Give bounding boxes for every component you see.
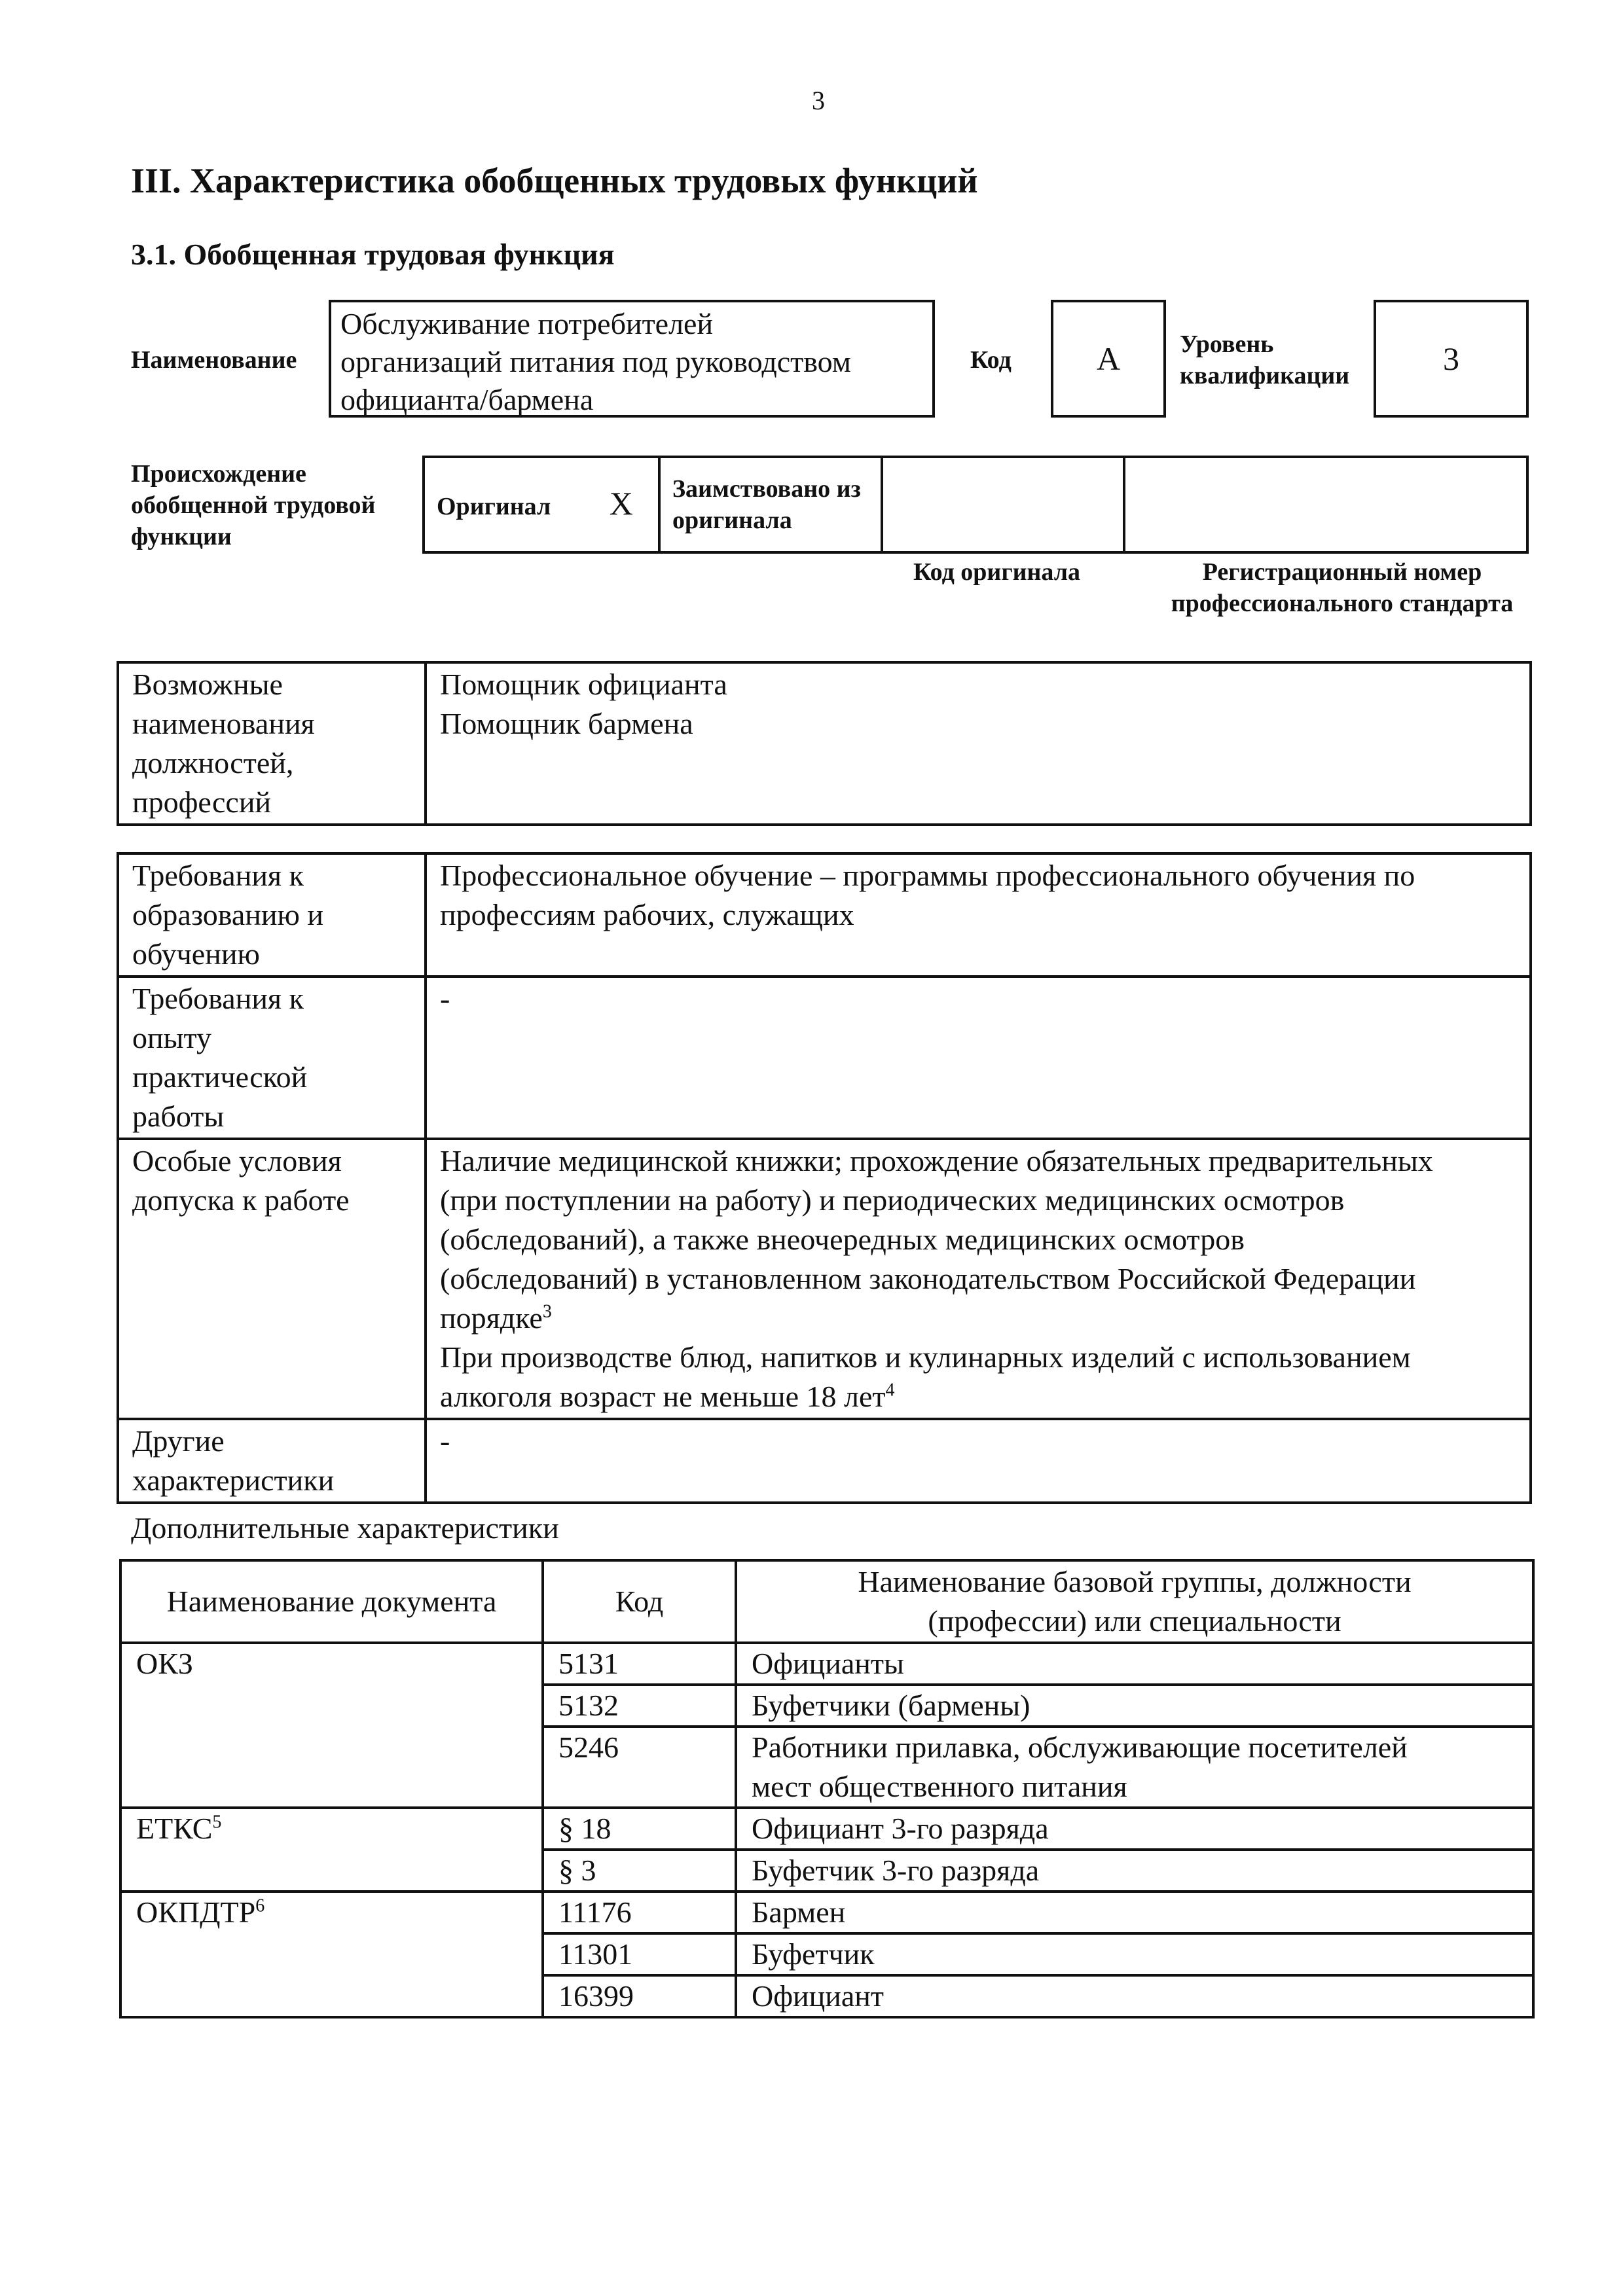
positions-label-line: Возможные — [132, 668, 283, 701]
code-value-box — [1051, 300, 1166, 418]
name-cell: Официант 3-го разряда — [736, 1808, 1533, 1850]
position-name: Помощник официанта — [440, 668, 727, 701]
education-label-line: обучению — [132, 937, 260, 971]
conditions-value-line: (обследований), а также внеочередных медицинских осмотров — [440, 1223, 1245, 1256]
education-label-line: Требования к — [132, 859, 304, 892]
borrowed-label-line: Заимствовано из — [672, 475, 861, 503]
additional-title: Дополнительные характеристики — [131, 1511, 559, 1545]
name-cell: Официант — [736, 1975, 1533, 2017]
function-name-line: Обслуживание потребителей — [340, 307, 714, 340]
name-cell — [736, 1727, 1533, 1808]
origin-label-line: обобщенной трудовой — [131, 492, 376, 519]
positions-label-line: профессий — [132, 785, 272, 819]
conditions-value-line — [440, 1377, 1516, 1416]
code-cell: 5132 — [543, 1685, 736, 1727]
education-label-cell — [118, 853, 426, 977]
doc-cell — [120, 1892, 543, 2017]
code-value: A — [1096, 340, 1121, 377]
reg-caption-line: Регистрационный номер — [1202, 558, 1482, 586]
code-cell: 11301 — [543, 1933, 736, 1975]
level-label-line: Уровень — [1180, 331, 1274, 358]
footnote-ref: 6 — [255, 1895, 265, 1916]
name-cell: Бармен — [736, 1892, 1533, 1933]
education-value-line: профессиям рабочих, служащих — [440, 898, 854, 931]
doc-name: ОКПДТР — [136, 1895, 256, 1929]
conditions-label-cell — [118, 1139, 426, 1419]
name-label: Наименование — [131, 346, 297, 374]
conditions-value-line — [440, 1299, 1516, 1338]
experience-label-line: Требования к — [132, 982, 304, 1015]
requirements-table — [117, 852, 1532, 1504]
other-label-cell — [118, 1419, 426, 1503]
additional-table — [119, 1559, 1535, 2018]
origin-reg-caption — [1139, 556, 1545, 619]
origin-original-cell — [424, 457, 659, 552]
footnote-ref: 3 — [542, 1301, 552, 1322]
footnote-ref: 5 — [212, 1812, 222, 1833]
positions-table — [117, 661, 1532, 826]
experience-label-cell — [118, 977, 426, 1139]
education-value-cell — [426, 853, 1531, 977]
name-cell: Буфетчики (бармены) — [736, 1685, 1533, 1727]
position-name: Помощник бармена — [440, 707, 693, 740]
other-label-line: характеристики — [132, 1463, 335, 1497]
conditions-value-line: При производстве блюд, напитков и кулинарных изделий с использованием — [440, 1340, 1411, 1374]
header-name-line: Наименование базовой группы, должности — [858, 1565, 1412, 1598]
doc-cell — [120, 1808, 543, 1892]
conditions-value-line: Наличие медицинской книжки; прохождение обязательных предварительных — [440, 1144, 1433, 1177]
reg-caption-line: профессионального стандарта — [1171, 590, 1514, 617]
education-label-line: образованию и — [132, 898, 323, 931]
header-name-line: (профессии) или специальности — [928, 1604, 1341, 1638]
original-mark: X — [609, 484, 633, 522]
doc-name: ОКЗ — [136, 1647, 193, 1680]
page-number: 3 — [812, 86, 825, 115]
name-line: мест общественного питания — [752, 1770, 1127, 1803]
section-title: III. Характеристика обобщенных трудовых функций — [131, 161, 978, 200]
level-value-box — [1374, 300, 1529, 418]
level-label-line: квалификации — [1180, 362, 1350, 389]
positions-value-cell — [426, 662, 1531, 825]
conditions-value-line: (обследований) в установленном законодательством Российской Федерации — [440, 1262, 1416, 1295]
experience-value-cell: - — [426, 977, 1531, 1139]
subsection-title: 3.1. Обобщенная трудовая функция — [131, 238, 615, 271]
positions-label-line: наименования — [132, 707, 315, 740]
name-cell: Буфетчик — [736, 1933, 1533, 1975]
borrowed-label-line: оригинала — [672, 507, 792, 534]
positions-label-line: должностей, — [132, 746, 294, 780]
doc-name: ЕТКС — [136, 1812, 213, 1845]
experience-label-line: опыту — [132, 1021, 212, 1054]
origin-borrowed-cell — [659, 457, 882, 552]
code-label: Код — [970, 346, 1012, 374]
origin-code-caption: Код оригинала — [913, 558, 1081, 586]
level-label — [1180, 329, 1349, 391]
header-doc: Наименование документа — [120, 1560, 543, 1643]
positions-label-cell — [118, 662, 426, 825]
function-name-box — [329, 300, 935, 418]
origin-label-line: Происхождение — [131, 460, 306, 488]
header-code: Код — [543, 1560, 736, 1643]
experience-label-line: работы — [132, 1100, 225, 1133]
conditions-label-line: Особые условия — [132, 1144, 342, 1177]
level-value: 3 — [1443, 340, 1459, 377]
conditions-value-cell — [426, 1139, 1531, 1419]
original-label: Оригинал — [437, 492, 551, 520]
code-cell: 5246 — [543, 1727, 736, 1808]
conditions-age-text: алкоголя возраст не меньше 18 лет — [440, 1380, 886, 1413]
origin-reg-number-cell — [1124, 457, 1527, 552]
name-cell: Буфетчик 3-го разряда — [736, 1850, 1533, 1892]
function-name-line: организаций питания под руководством — [340, 345, 851, 378]
origin-label-line: функции — [131, 523, 232, 550]
origin-table — [422, 456, 1529, 554]
code-cell: 5131 — [543, 1643, 736, 1685]
other-value-cell: - — [426, 1419, 1531, 1503]
code-cell: 11176 — [543, 1892, 736, 1933]
origin-label — [131, 458, 375, 552]
name-line: Работники прилавка, обслуживающие посетителей — [752, 1731, 1408, 1764]
code-cell: § 3 — [543, 1850, 736, 1892]
doc-cell — [120, 1643, 543, 1808]
header-name — [736, 1560, 1533, 1643]
code-cell: 16399 — [543, 1975, 736, 2017]
other-label-line: Другие — [132, 1424, 225, 1458]
experience-label-line: практической — [132, 1060, 308, 1094]
conditions-value-line: (при поступлении на работу) и периодических медицинских осмотров — [440, 1183, 1345, 1217]
conditions-label-line: допуска к работе — [132, 1183, 350, 1217]
conditions-order-text: порядке — [440, 1301, 543, 1335]
name-cell: Официанты — [736, 1643, 1533, 1685]
code-cell: § 18 — [543, 1808, 736, 1850]
function-name-line: официанта/бармена — [340, 383, 594, 416]
footnote-ref: 4 — [885, 1380, 895, 1401]
education-value-line: Профессиональное обучение – программы профессионального обучения по — [440, 859, 1415, 892]
origin-code-cell — [882, 457, 1124, 552]
